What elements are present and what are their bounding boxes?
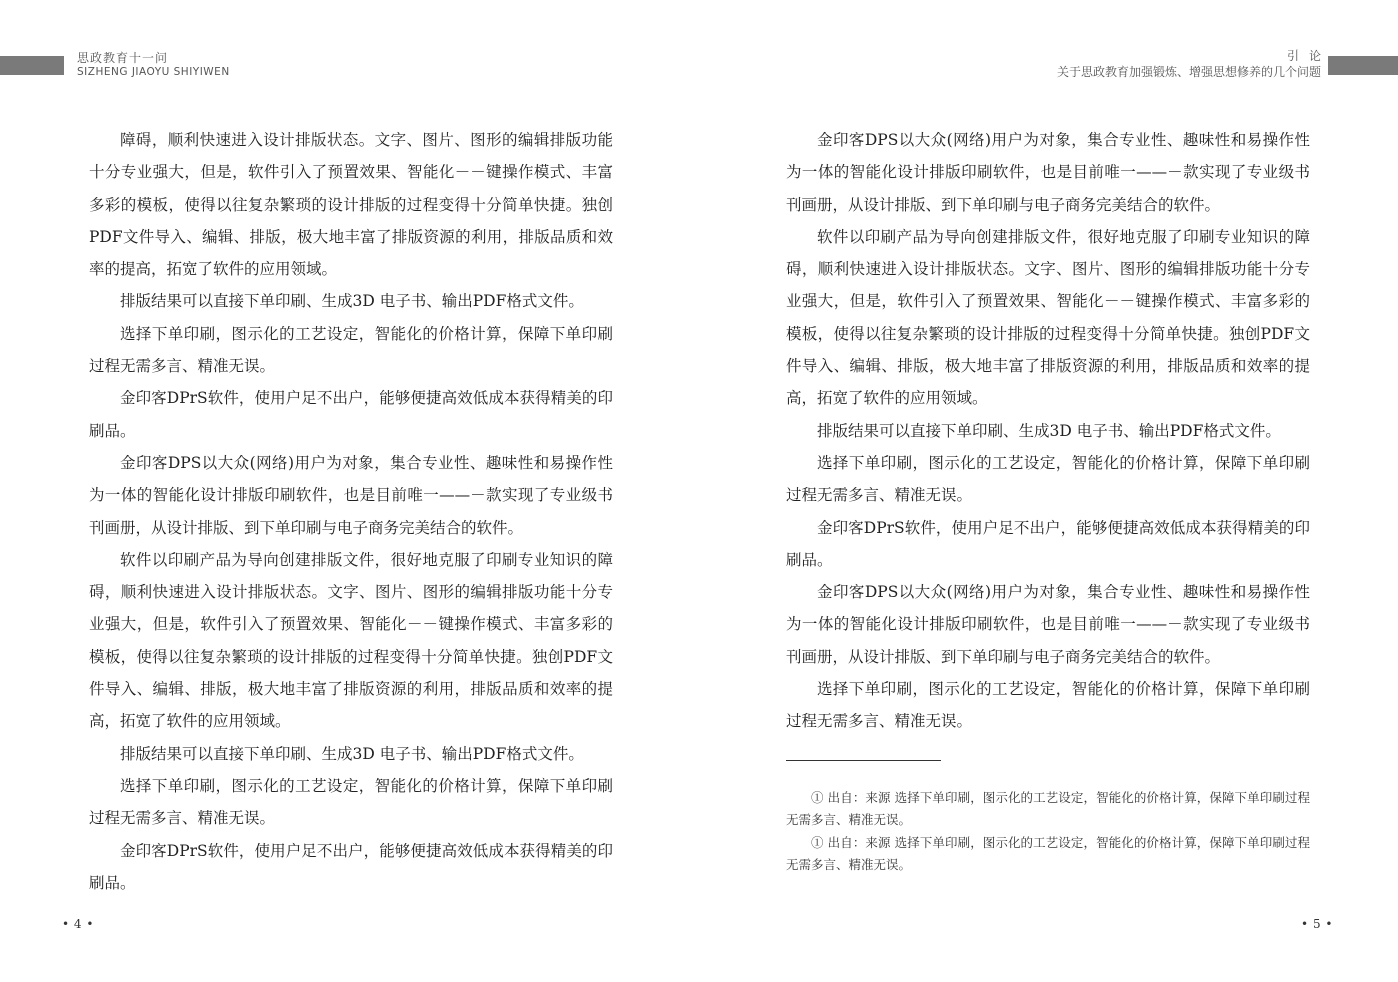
paragraph: 金印客DPS以大众(网络)用户为对象，集合专业性、趣味性和易操作性为一体的智能化设计排版印刷软件，也是目前唯一——－款实现了专业级书刊画册，从设计排版、到下单印刷与电子商务完美结合的软件。 <box>786 583 1310 666</box>
paragraph: 金印客DPrS软件，使用户足不出户，能够便捷高效低成本获得精美的印刷品。 <box>786 518 1310 569</box>
paragraph: 选择下单印刷，图示化的工艺设定，智能化的价格计算，保障下单印刷过程无需多言、精准无误。 <box>89 324 613 376</box>
paragraph: 软件以印刷产品为导向创建排版文件，很好地克服了印刷专业知识的障碍，顺利快速进入设计排版状态。文字、图片、图形的编辑排版功能十分专业强大，但是，软件引入了预置效果、智能化－－键操作模式、丰富多彩的模板，使得以往复杂繁琐的设计排版的过程变得十分简单快捷。独创PDF文件导入、编辑、排版，极大地丰富了排版资源的利用，排版品质和效率的提高，拓宽了软件的应用领域。 <box>89 550 613 731</box>
book-title-pinyin: SIZHENG JIAOYU SHIYIWEN <box>77 66 230 78</box>
paragraph: 金印客DPS以大众(网络)用户为对象，集合专业性、趣味性和易操作性为一体的智能化设计排版印刷软件，也是目前唯一——－款实现了专业级书刊画册，从设计排版、到下单印刷与电子商务完美结合的软件。 <box>786 131 1310 214</box>
footnote: ① 出自：来源 选择下单印刷，图示化的工艺设定，智能化的价格计算，保障下单印刷过程无需多言、精准无误。 <box>786 835 1310 872</box>
right-header-bar <box>1328 56 1398 75</box>
paragraph: 选择下单印刷，图示化的工艺设定，智能化的价格计算，保障下单印刷过程无需多言、精准无误。 <box>89 776 613 828</box>
paragraph: 金印客DPrS软件，使用户足不出户，能够便捷高效低成本获得精美的印刷品。 <box>89 841 613 892</box>
bullet-icon: • <box>86 917 94 931</box>
paragraph: 选择下单印刷，图示化的工艺设定，智能化的价格计算，保障下单印刷过程无需多言、精准无误。 <box>786 680 1310 731</box>
page-number-left <box>62 917 94 931</box>
bullet-icon: • <box>1301 917 1309 931</box>
paragraph: 排版结果可以直接下单印刷、生成3D 电子书、输出PDF格式文件。 <box>120 744 584 763</box>
bullet-icon: • <box>1325 917 1333 931</box>
paragraph: 排版结果可以直接下单印刷、生成3D 电子书、输出PDF格式文件。 <box>120 292 584 311</box>
page-number-value: 5 <box>1312 917 1322 931</box>
paragraph: 障碍，顺利快速进入设计排版状态。文字、图片、图形的编辑排版功能十分专业强大，但是，软件引入了预置效果、智能化－－键操作模式、丰富多彩的模板，使得以往复杂繁琐的设计排版的过程变得十分简单快捷。独创PDF文件导入、编辑、排版，极大地丰富了排版资源的利用，排版品质和效率的提高，拓宽了软件的应用领域。 <box>89 131 613 279</box>
paragraph: 金印客DPrS软件，使用户足不出户，能够便捷高效低成本获得精美的印刷品。 <box>89 389 613 440</box>
paragraph: 选择下单印刷，图示化的工艺设定，智能化的价格计算，保障下单印刷过程无需多言、精准无误。 <box>786 453 1310 505</box>
left-header-bar <box>0 56 64 75</box>
footnote: ① 出自：来源 选择下单印刷，图示化的工艺设定，智能化的价格计算，保障下单印刷过程无需多言、精准无误。 <box>786 790 1310 827</box>
bullet-icon: • <box>62 917 70 931</box>
paragraph: 软件以印刷产品为导向创建排版文件，很好地克服了印刷专业知识的障碍，顺利快速进入设计排版状态。文字、图片、图形的编辑排版功能十分专业强大，但是，软件引入了预置效果、智能化－－键操作模式、丰富多彩的模板，使得以往复杂繁琐的设计排版的过程变得十分简单快捷。独创PDF文件导入、编辑、排版，极大地丰富了排版资源的利用，排版品质和效率的提高，拓宽了软件的应用领域。 <box>786 227 1310 408</box>
footnotes <box>786 787 1310 877</box>
right-body-text <box>786 124 1310 738</box>
chapter-title: 引论 <box>1286 49 1331 63</box>
page-number-right <box>1301 917 1333 931</box>
chapter-subtitle: 关于思政教育加强锻炼、增强思想修养的几个问题 <box>1056 65 1321 79</box>
page-number-value: 4 <box>73 917 83 931</box>
paragraph: 排版结果可以直接下单印刷、生成3D 电子书、输出PDF格式文件。 <box>817 421 1281 440</box>
right-page <box>699 0 1398 982</box>
book-title: 思政教育十一问 <box>77 51 169 65</box>
footnote-divider <box>786 760 941 761</box>
left-body-text <box>89 124 613 899</box>
paragraph: 金印客DPS以大众(网络)用户为对象，集合专业性、趣味性和易操作性为一体的智能化设计排版印刷软件，也是目前唯一——－款实现了专业级书刊画册，从设计排版、到下单印刷与电子商务完美结合的软件。 <box>89 453 613 537</box>
